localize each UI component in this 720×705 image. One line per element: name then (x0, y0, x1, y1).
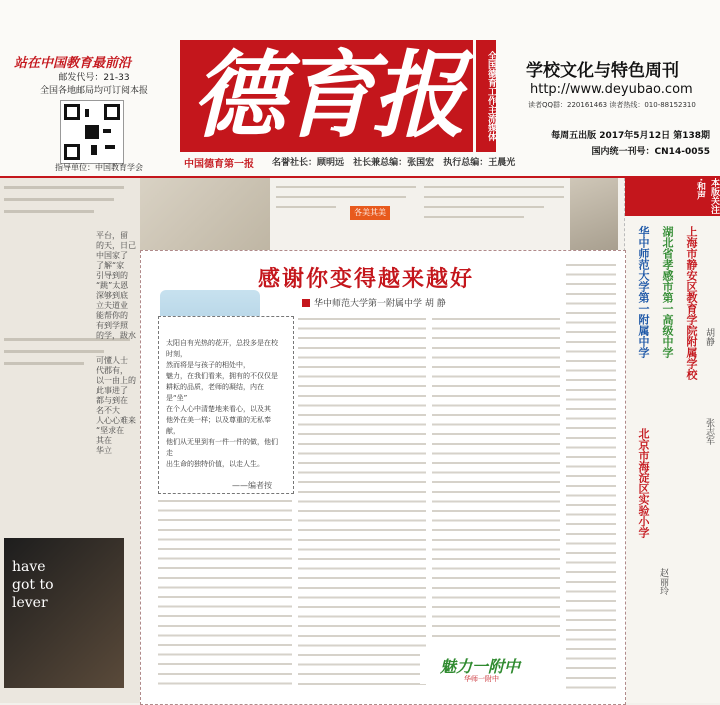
left-snippet: 能帮你的 (96, 311, 128, 320)
left-snippet: 代郡有， (96, 366, 128, 375)
left-snippet: 引导到的 (96, 271, 128, 280)
logo-text: 德育报 (191, 41, 462, 151)
left-snippet: 名不大 (96, 406, 120, 415)
right-column-header: 本版关注·和声 (625, 178, 720, 216)
article-body-column-1 (158, 500, 292, 690)
issue-number: 国内统一刊号：CN14-0055 (591, 147, 710, 157)
left-snippet: 的学，跋水 (96, 331, 136, 340)
contact-info: 读者QQ群：220161463 读者热线：010-88152310 (528, 101, 696, 109)
editor-note (166, 338, 284, 470)
left-snippet: 立夫道业 (96, 301, 128, 310)
left-snippet: 都与到在 (96, 396, 128, 405)
left-snippet: 了解“家 (96, 261, 125, 270)
left-snippet: 其在 (96, 436, 112, 445)
top-photo (140, 178, 270, 250)
left-snippet: “跳”太恩 (96, 281, 129, 290)
weekly-title: 学校文化与特色周刊 (526, 61, 679, 81)
editor-note-line: 耕耘的品质，老师的凝结，内在是“坐” (166, 383, 264, 402)
subscribe-note: 全国各地邮局均可订阅本报 (39, 86, 148, 96)
masthead-slogan: 站在中国教育最前沿 (14, 56, 132, 71)
left-snippet: 人心心难来 (96, 416, 136, 425)
left-photo: have got to lever (4, 538, 124, 688)
newspaper-logo (180, 40, 473, 152)
left-snippet: “坚求在 (96, 426, 125, 435)
article-body-column-2 (298, 318, 426, 690)
left-snippet: 此事进了 (96, 386, 128, 395)
editor-note-line: 魅力，在我们看来，拥有的不仅仅是 (166, 372, 278, 380)
left-snippet: 中国家了 (96, 251, 128, 260)
logo-side-text: 全国德育工作主流媒体 (476, 40, 496, 152)
masthead-people: 名誉社长：顾明远 社长兼总编：张国宏 执行总编：王晨光 (272, 158, 516, 168)
issue-date: 每周五出版 2017年5月12日 第138期 (551, 131, 710, 141)
editor-note-line: 他们从无里到有一件一件的做，他们走 (166, 438, 278, 457)
side-name: 赵丽玲 (658, 568, 668, 595)
editor-note-line: 太阳自有光热的花开，总投多是在校时刻， (166, 339, 278, 358)
issue-info (528, 128, 710, 160)
editor-note-line: 他外在美一样；以及尊重的无私奉献， (166, 416, 271, 435)
tagline: 中国德育第一报 (184, 159, 254, 170)
left-snippet: 平台，留 (96, 231, 128, 240)
side-item: 上海市静安区教育学院附属学校 (685, 226, 698, 380)
left-snippet: 华立 (96, 446, 112, 455)
postal-info (14, 72, 174, 98)
article-body-column-3 (432, 318, 560, 638)
left-snippet: 可懂人士 (96, 356, 128, 365)
editor-note-line: 出生命的独特价值，以走人生。 (166, 460, 264, 468)
qr-code-icon (60, 100, 124, 164)
side-name: 胡静 (704, 328, 714, 346)
side-item: 湖北省孝感市第一高级中学 (661, 226, 674, 358)
left-snippet: 深够到底 (96, 291, 128, 300)
charm-logo-text: 魅力一附中 (440, 657, 521, 676)
guidance-unit: 指导单位：中国教育学会 (55, 163, 143, 172)
left-snippet: 有到学照 (96, 321, 128, 330)
postal-code: 邮发代号：21-33 (58, 73, 130, 83)
article-body-column-4 (566, 264, 616, 690)
left-snippet: 以一由上的 (96, 376, 136, 385)
right-column (624, 178, 720, 703)
editor-label: ——编者按 (232, 481, 272, 490)
charm-logo-sub: 华师一附中 (464, 675, 499, 683)
top-right-photo (570, 178, 618, 250)
article-title: 感谢你变得越来越好 (258, 267, 475, 292)
left-snippet: 的天，日己 (96, 241, 136, 250)
article-byline: 华中师范大学第一附属中学 胡 静 (302, 296, 446, 309)
editor-note-line: 在个人心中清楚地来看心，以及其 (166, 405, 271, 413)
website-link[interactable]: http://www.deyubao.com (530, 82, 693, 97)
section-badge: 各美其美 (350, 206, 390, 220)
side-item: 华中师范大学第一附属中学 (637, 226, 650, 358)
editor-note-line: 然而将是与孩子的相处中， (166, 361, 250, 369)
side-item: 北京市海淀区实验小学 (637, 428, 650, 538)
side-name: 张志军 (704, 418, 714, 445)
